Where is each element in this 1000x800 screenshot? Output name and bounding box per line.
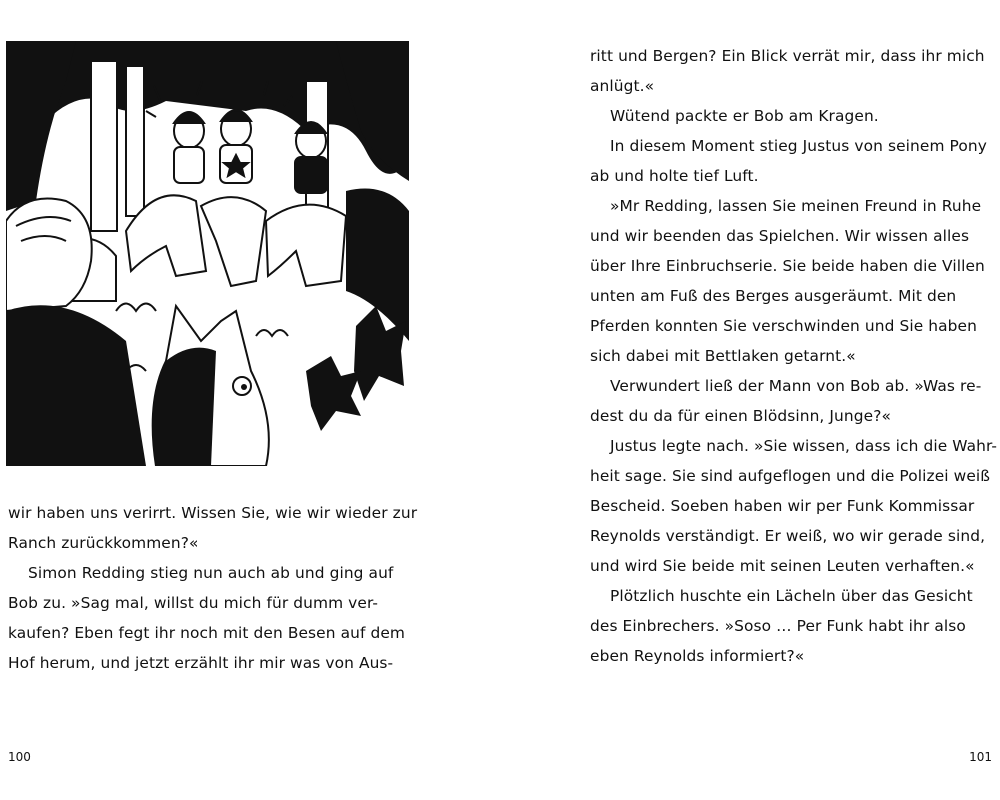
text-line: über Ihre Einbruchserie. Sie beide haben die Villen [590,257,985,275]
text-line: Bescheid. Soeben haben wir per Funk Kommissar [590,497,975,515]
text-line: unten am Fuß des Berges ausgeräumt. Mit den [590,287,957,305]
text-line: und wir beenden das Spielchen. Wir wissen alles [590,227,970,245]
text-line: Hof herum, und jetzt erzählt ihr mir was von Aus- [8,654,394,672]
text-line: Ranch zurückkommen?« [8,534,199,552]
text-line: und wird Sie beide mit seinen Leuten verhaften.« [590,557,975,575]
text-line: Verwundert ließ der Mann von Bob ab. »Was re- [610,377,982,395]
text-line: kaufen? Eben fegt ihr noch mit den Besen auf dem [8,624,406,642]
text-line: Justus legte nach. »Sie wissen, dass ich die Wahr- [610,437,998,455]
text-line: des Einbrechers. »Soso … Per Funk habt ihr also [590,617,966,635]
text-line: In diesem Moment stieg Justus von seinem Pony [610,137,987,155]
illustration-drawing [6,41,409,466]
text-line: Bob zu. »Sag mal, willst du mich für dumm ver- [8,594,379,612]
text-line: Wütend packte er Bob am Kragen. [610,107,879,125]
text-line: ab und holte tief Luft. [590,167,759,185]
text-line: eben Reynolds informiert?« [590,647,805,665]
text-line: ritt und Bergen? Ein Blick verrät mir, dass ihr mich [590,47,985,65]
text-line: Pferden konnten Sie verschwinden und Sie haben [590,317,977,335]
right-page [500,0,1000,800]
text-line: »Mr Redding, lassen Sie meinen Freund in Ruhe [610,197,982,215]
text-line: Plötzlich huschte ein Lächeln über das Gesicht [610,587,973,605]
text-line: Reynolds verständigt. Er weiß, wo wir gerade sind, [590,527,986,545]
page-number: 100 [8,750,31,764]
text-line: Simon Redding stieg nun auch ab und ging auf [28,564,394,582]
text-line: anlügt.« [590,77,655,95]
text-line: wir haben uns verirrt. Wissen Sie, wie wir wieder zur [8,504,418,522]
text-line: dest du da für einen Blödsinn, Junge?« [590,407,891,425]
text-line: sich dabei mit Bettlaken getarnt.« [590,347,856,365]
text-line: heit sage. Sie sind aufgeflogen und die Polizei weiß [590,467,991,485]
comic-illustration [6,41,409,466]
page-number: 101 [969,750,992,764]
